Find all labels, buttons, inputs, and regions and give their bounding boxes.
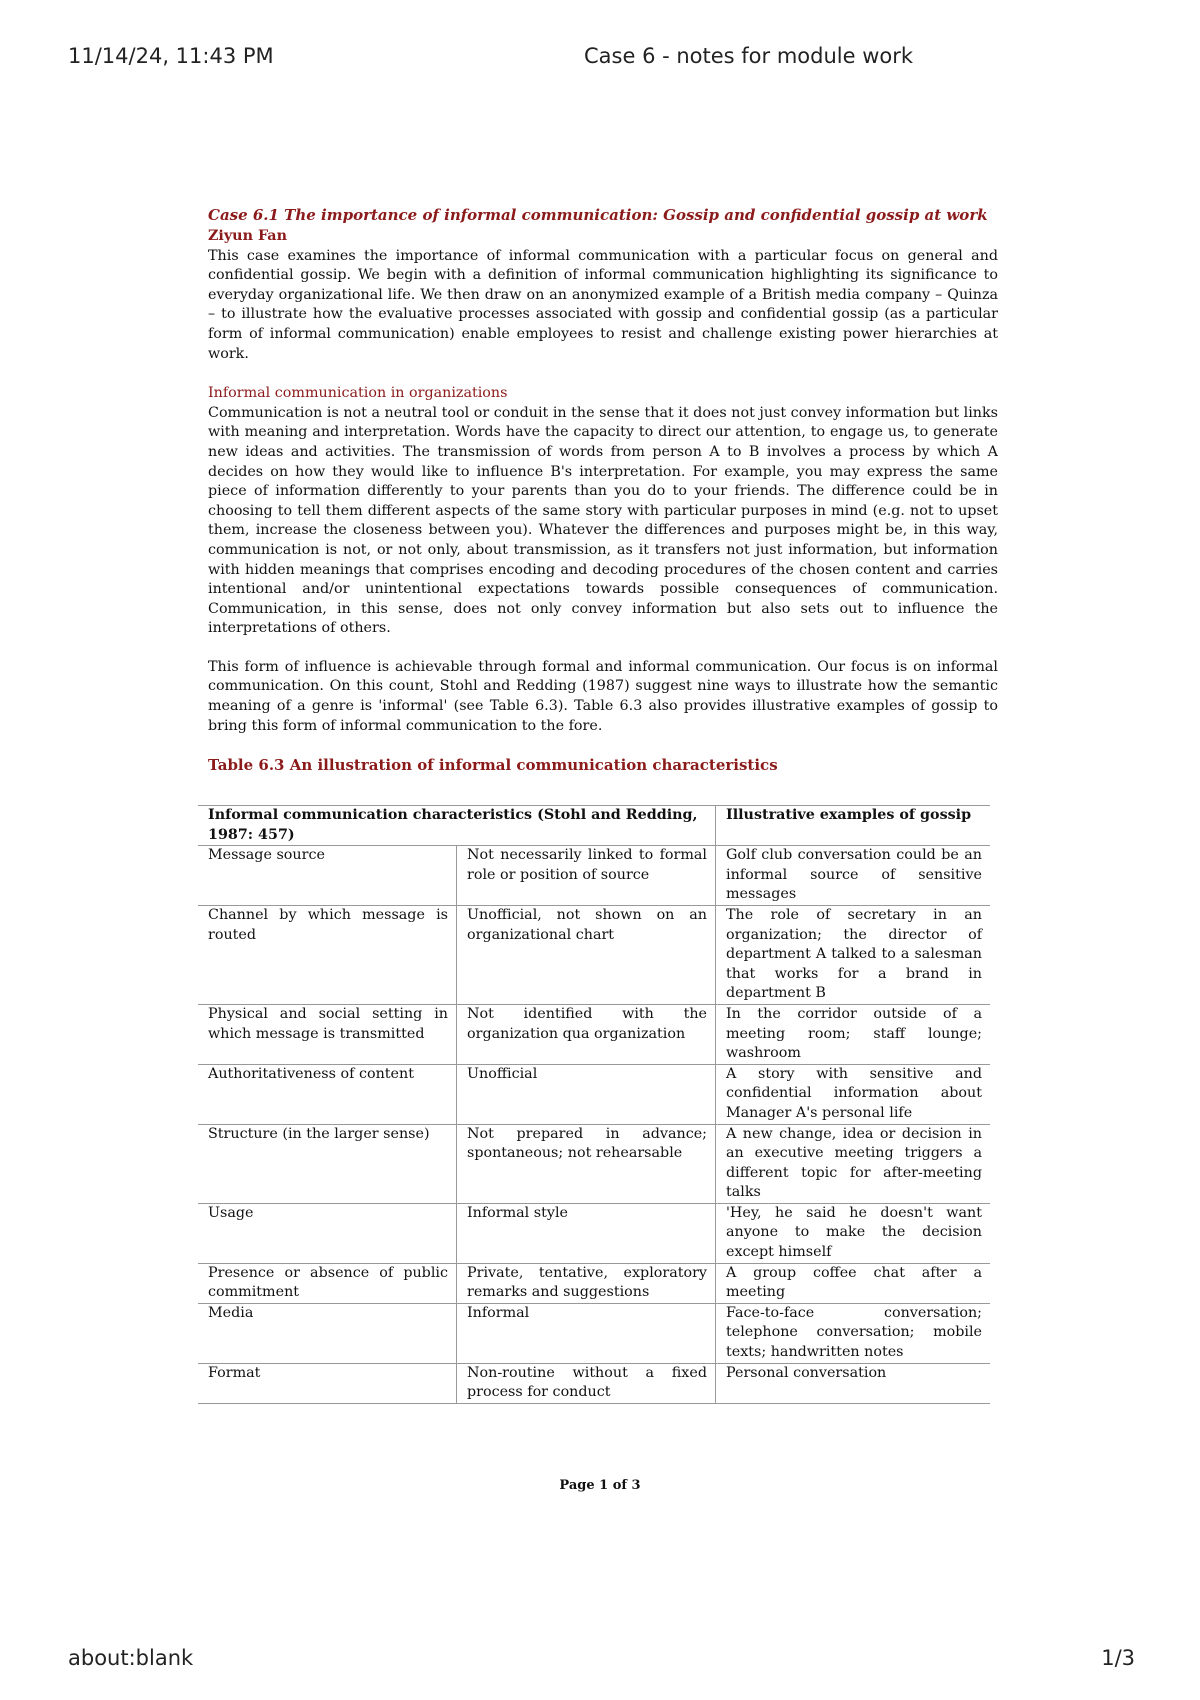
- cell-characteristic: Usage: [198, 1203, 457, 1263]
- cell-example: In the corridor outside of a meeting room; staff lounge; washroom: [716, 1004, 991, 1064]
- cell-example: Face-to-face conversation; telephone conversation; mobile texts; handwritten notes: [716, 1303, 991, 1363]
- table-row: [198, 1263, 990, 1303]
- cell-example: 'Hey, he said he doesn't want anyone to make the decision except himself: [716, 1203, 991, 1263]
- cell-example: A story with sensitive and confidential information about Manager A's personal life: [716, 1064, 991, 1124]
- case-author: Ziyun Fan: [208, 228, 287, 244]
- table-header-row: [198, 806, 990, 846]
- cell-characteristic: Structure (in the larger sense): [198, 1124, 457, 1203]
- cell-example: A new change, idea or decision in an executive meeting triggers a different topic for after-meeting talks: [716, 1124, 991, 1203]
- table-row: [198, 1124, 990, 1203]
- print-url: about:blank: [68, 1646, 194, 1670]
- table-row: [198, 1203, 990, 1263]
- cell-characteristic: Message source: [198, 846, 457, 906]
- cell-example: Golf club conversation could be an informal source of sensitive messages: [716, 846, 991, 906]
- table-row: [198, 1064, 990, 1124]
- print-page-count: 1/3: [1101, 1646, 1135, 1670]
- case-title: Case 6.1 The importance of informal communication: Gossip and confidential gossip at work: [208, 206, 988, 224]
- table-row: [198, 846, 990, 906]
- table-header-examples: Illustrative examples of gossip: [716, 806, 991, 846]
- table-row: [198, 1303, 990, 1363]
- section-paragraph-1: Communication is not a neutral tool or conduit in the sense that it does not just convey information but links with meaning and interpretation. Words have the capacity to direct our attention, to engage us, to generate new ideas and activities. The transmission of words from person A to B involves a process by which A decides on how they would like to influence B's interpretation. For example, you may express the same piece of information differently to your parents than you do to your friends. The difference could be in choosing to tell them different aspects of the same story with particular purposes in mind (e.g. not to upset them, increase the closeness between you). Whatever the differences and purposes might be, in this way, communication is not, or not only, about transmission, as it transfers not just information, but information with hidden meanings that comprises encoding and decoding procedures of the chosen content and carries intentional and/or unintentional expectations towards possible consequences of communication. Communication, in this sense, does not only convey information but also sets out to influence the interpretations of others.: [208, 404, 998, 637]
- document-body: [208, 206, 998, 776]
- table-header-characteristics: Informal communication characteristics (Stohl and Redding, 1987: 457): [198, 806, 716, 846]
- cell-characteristic: Authoritativeness of content: [198, 1064, 457, 1124]
- cell-informal: Unofficial, not shown on an organizational chart: [457, 905, 716, 1004]
- cell-informal: Not identified with the organization qua organization: [457, 1004, 716, 1064]
- cell-informal: Not necessarily linked to formal role or position of source: [457, 846, 716, 906]
- cell-characteristic: Physical and social setting in which message is transmitted: [198, 1004, 457, 1064]
- cell-informal: Non-routine without a fixed process for conduct: [457, 1363, 716, 1403]
- section-heading: Informal communication in organizations: [208, 385, 508, 402]
- cell-characteristic: Presence or absence of public commitment: [198, 1263, 457, 1303]
- cell-example: The role of secretary in an organization; the director of department A talked to a salesman that works for a brand in department B: [716, 905, 991, 1004]
- cell-characteristic: Format: [198, 1363, 457, 1403]
- table-row: [198, 1004, 990, 1064]
- cell-informal: Informal style: [457, 1203, 716, 1263]
- cell-example: Personal conversation: [716, 1363, 991, 1403]
- page-number: Page 1 of 3: [559, 1478, 641, 1493]
- cell-example: A group coffee chat after a meeting: [716, 1263, 991, 1303]
- cell-informal: Informal: [457, 1303, 716, 1363]
- print-doc-title: Case 6 - notes for module work: [584, 44, 914, 68]
- print-datetime: 11/14/24, 11:43 PM: [68, 44, 274, 68]
- characteristics-table: [198, 805, 990, 1404]
- cell-informal: Unofficial: [457, 1064, 716, 1124]
- table-title: Table 6.3 An illustration of informal communication characteristics: [208, 756, 778, 775]
- print-header: [0, 44, 1200, 74]
- table-row: [198, 1363, 990, 1403]
- table-row: [198, 905, 990, 1004]
- section-paragraph-2: This form of influence is achievable through formal and informal communication. Our focus is on informal communication. On this count, Stohl and Redding (1987) suggest nine ways to illustrate how the semantic meaning of a genre is 'informal' (see Table 6.3). Table 6.3 also provides illustrative examples of gossip to bring this form of informal communication to the fore.: [208, 658, 998, 734]
- cell-characteristic: Media: [198, 1303, 457, 1363]
- cell-characteristic: Channel by which message is routed: [198, 905, 457, 1004]
- cell-informal: Private, tentative, exploratory remarks and suggestions: [457, 1263, 716, 1303]
- table-body: [198, 846, 990, 1404]
- print-footer: [0, 1646, 1200, 1676]
- cell-informal: Not prepared in advance; spontaneous; not rehearsable: [457, 1124, 716, 1203]
- intro-paragraph: This case examines the importance of informal communication with a particular focus on general and confidential gossip. We begin with a definition of informal communication highlighting its significance to everyday organizational life. We then draw on an anonymized example of a British media company – Quinza – to illustrate how the evaluative processes associated with gossip and confidential gossip (as a particular form of informal communication) enable employees to resist and challenge existing power hierarchies at work.: [208, 247, 998, 362]
